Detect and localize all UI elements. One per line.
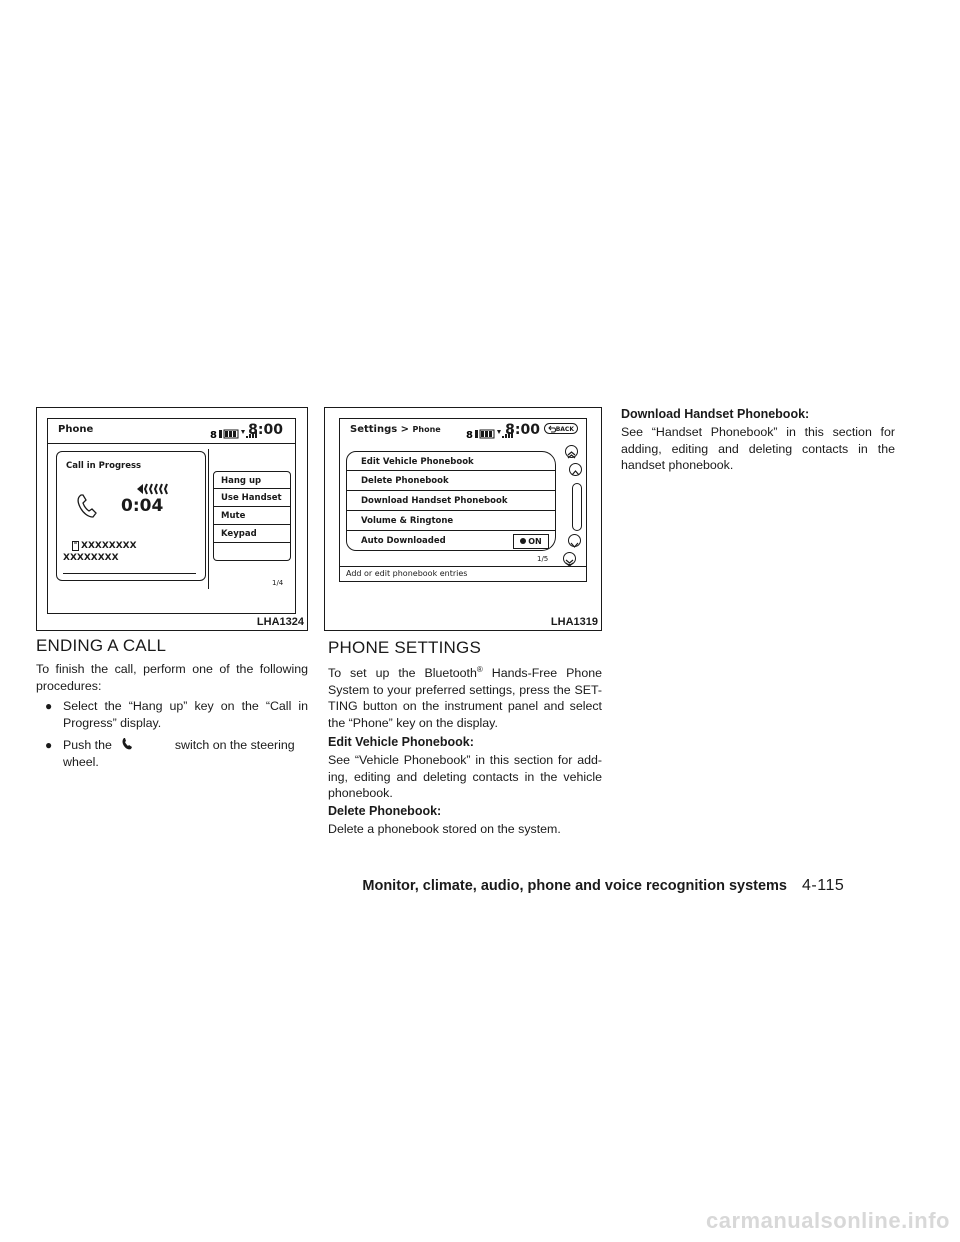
scroll-up-button[interactable] [569, 463, 582, 476]
volume-ringtone-item[interactable]: Volume & Ringtone [346, 511, 556, 531]
page-indicator: 1/4 [272, 579, 284, 587]
edit-vehicle-phonebook-item[interactable]: Edit Vehicle Phonebook [346, 451, 556, 471]
keypad-button[interactable]: Keypad [213, 525, 291, 543]
intro-text: To set up the Bluetooth [328, 666, 477, 681]
page-up-button[interactable] [565, 445, 578, 458]
bullet-steering-switch [63, 737, 308, 770]
back-arrow-icon [548, 425, 557, 433]
up-arrow-icon [570, 468, 581, 479]
back-button[interactable] [544, 423, 578, 434]
phone-settings-intro [328, 662, 602, 731]
auto-downloaded-label: Auto Downloaded [361, 536, 446, 546]
caller-number: XXXXXXXX [63, 553, 119, 563]
toggle-indicator-icon [520, 538, 526, 544]
figure-phone-settings [324, 407, 602, 631]
intro-text: Hands-Free Phone System to your preferred settings, press the SET-TING button on the instrument panel and select the “Phone” key on the display. [328, 666, 602, 730]
download-handset-phonebook-body: See “Handset Phonebook” in this section for adding, editing and deleting contacts in the handset phonebook. [621, 425, 895, 472]
caller-name: XXXXXXXX [81, 541, 137, 551]
section-heading-ending-a-call: ENDING A CALL [36, 636, 167, 655]
breadcrumb [350, 424, 441, 435]
call-menu [213, 451, 291, 561]
scroll-down-button[interactable] [568, 534, 581, 547]
figure-call-in-progress [36, 407, 308, 631]
footer-section-title: Monitor, climate, audio, phone and voice recognition systems [362, 878, 787, 894]
double-up-arrow-icon [566, 450, 577, 461]
subheading-delete-phonebook: Delete Phonebook: [328, 804, 442, 818]
status-bar [48, 419, 295, 444]
call-status: Call in Progress [66, 461, 142, 471]
watermark: carmanualsonline.info [706, 1208, 950, 1233]
breadcrumb-current: Phone [412, 425, 441, 434]
bullet-icon: ● [45, 699, 53, 713]
screen-title: Phone [58, 424, 94, 435]
figure-code: LHA1319 [550, 616, 598, 628]
phone-switch-icon [121, 737, 133, 751]
page-number: 4-115 [802, 877, 845, 894]
delete-phonebook-body: Delete a phonebook stored on the system. [328, 822, 561, 836]
download-handset-phonebook-item[interactable]: Download Handset Phonebook [346, 491, 556, 511]
auto-download-toggle[interactable] [513, 534, 549, 549]
toggle-label: ON [528, 537, 542, 546]
bullet-text: switch on the steering wheel. [63, 738, 295, 769]
svg-text:8: 8 [466, 430, 473, 440]
signal-waves-icon [135, 482, 177, 496]
back-label: BACK [555, 426, 574, 433]
page-down-button[interactable] [563, 552, 576, 565]
mobile-phone-icon [72, 541, 79, 551]
settings-screen [339, 418, 587, 582]
settings-list [346, 451, 556, 551]
section-heading-phone-settings: PHONE SETTINGS [328, 638, 481, 657]
down-arrow-icon [569, 539, 580, 550]
edit-vehicle-phonebook-body: See “Vehicle Phonebook” in this section for add-ing, editing and deleting contacts in the vehicle phonebook. [328, 753, 602, 800]
ending-call-intro: To finish the call, perform one of the following procedures: [36, 662, 308, 693]
handset-icon [75, 492, 101, 520]
bullet-hang-up: Select the “Hang up” key on the “Call in Progress” display. [63, 699, 308, 730]
phone-screen [47, 418, 296, 614]
auto-downloaded-item[interactable] [346, 531, 556, 551]
breadcrumb-root[interactable]: Settings > [350, 424, 410, 435]
status-bar [340, 419, 586, 443]
divider [208, 449, 209, 589]
use-handset-button[interactable]: Use Handset [213, 489, 291, 507]
mute-button[interactable]: Mute [213, 507, 291, 525]
bullet-text: Push the [63, 738, 112, 752]
divider [63, 573, 196, 574]
empty-menu-slot [213, 543, 291, 561]
clock: 8:00 [505, 422, 540, 438]
clock: 8:00 [248, 422, 283, 438]
subheading-edit-vehicle-phonebook: Edit Vehicle Phonebook: [328, 735, 474, 749]
scrollbar[interactable] [572, 483, 582, 531]
svg-text:8: 8 [210, 430, 217, 440]
figure-code: LHA1324 [256, 616, 304, 628]
call-timer: 0:04 [121, 496, 164, 516]
hang-up-button[interactable]: Hang up [213, 471, 291, 489]
call-panel [56, 451, 206, 581]
delete-phonebook-item[interactable]: Delete Phonebook [346, 471, 556, 491]
page-indicator: 1/5 [537, 555, 549, 563]
bullet-icon: ● [45, 738, 53, 752]
hint-bar: Add or edit phonebook entries [340, 566, 586, 581]
registered-mark: ® [476, 665, 483, 674]
subheading-download-handset-phonebook: Download Handset Phonebook: [621, 407, 810, 421]
